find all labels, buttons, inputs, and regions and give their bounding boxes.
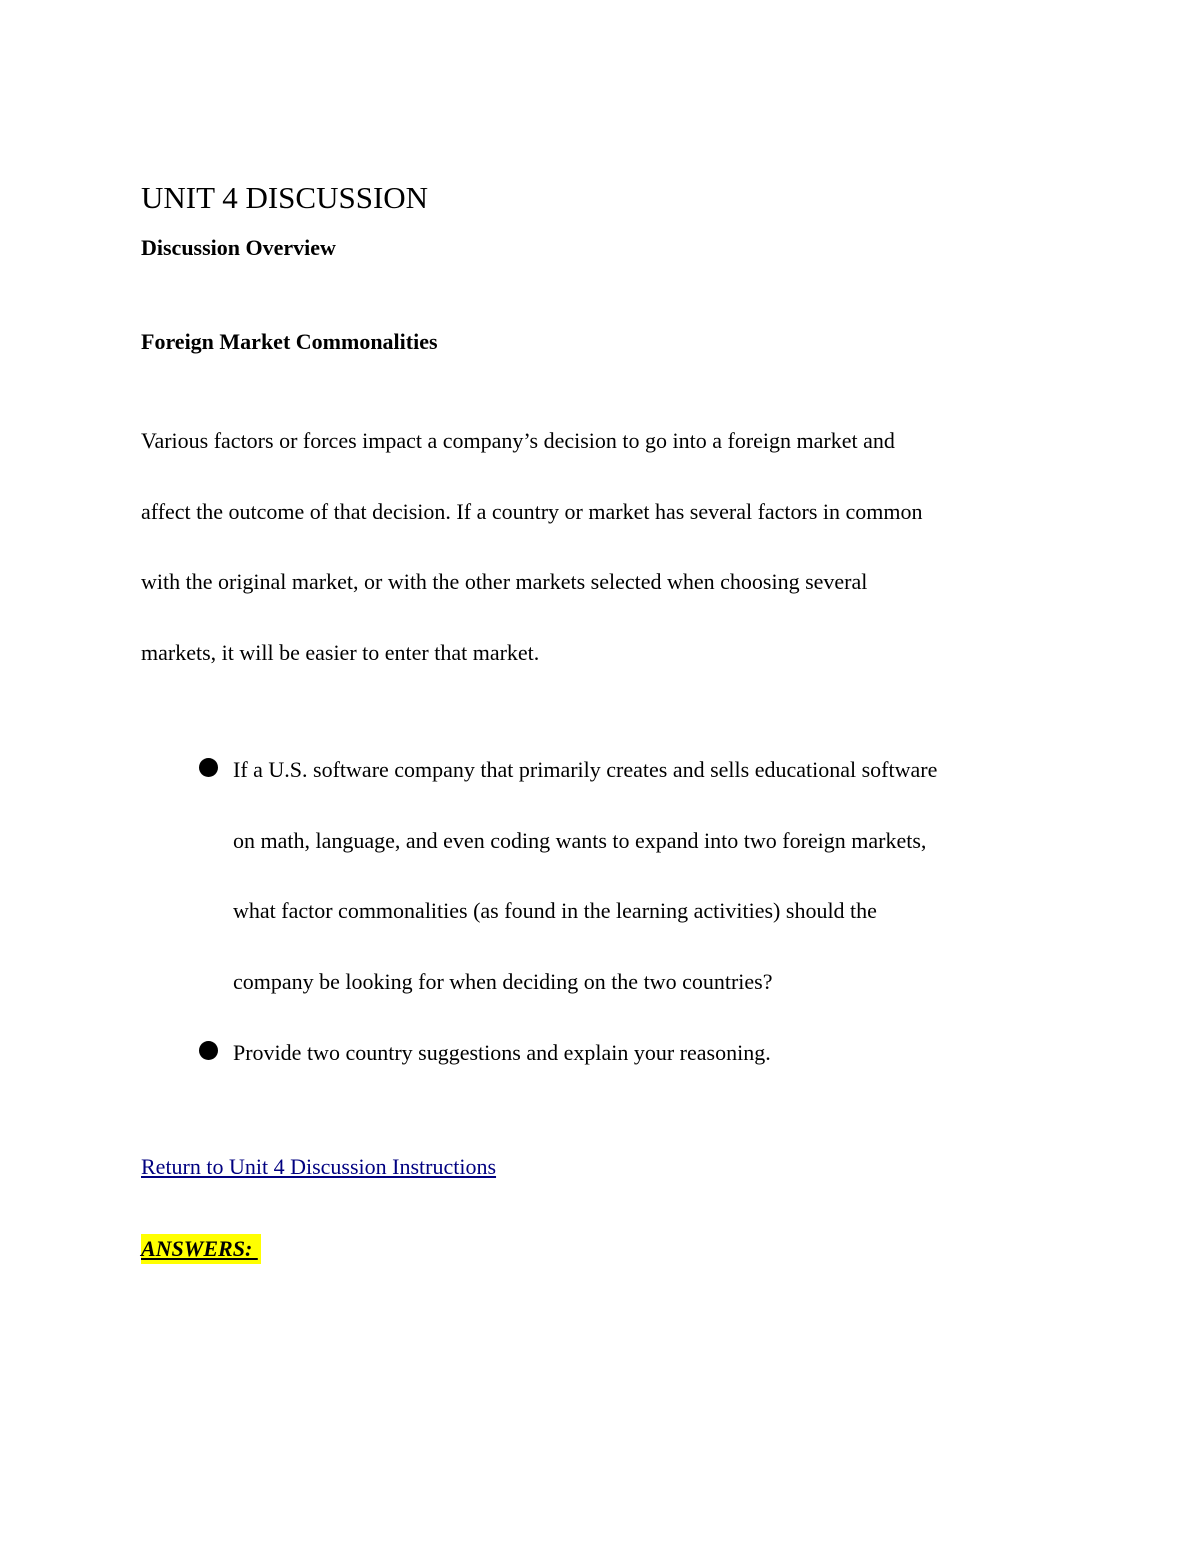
list-item-line: If a U.S. software company that primarily creates and sells educational software bbox=[233, 757, 938, 782]
list-item bbox=[233, 1018, 1093, 1089]
paragraph-line: affect the outcome of that decision. If a country or market has several factors in common bbox=[141, 498, 923, 524]
section-heading: Foreign Market Commonalities bbox=[141, 329, 438, 354]
list-item-line: Provide two country suggestions and explain your reasoning. bbox=[233, 1040, 771, 1065]
paragraph-line: Various factors or forces impact a company’s decision to go into a foreign market and bbox=[141, 428, 895, 453]
discussion-overview-heading: Discussion Overview bbox=[141, 235, 336, 260]
document-title: UNIT 4 DISCUSSION bbox=[141, 180, 429, 215]
answers-label: ANSWERS: bbox=[141, 1234, 261, 1264]
bullet-icon bbox=[199, 1041, 218, 1060]
list-item-line: what factor commonalities (as found in the learning activities) should the bbox=[233, 898, 877, 923]
list-item-line: company be looking for when deciding on the two countries? bbox=[233, 968, 773, 994]
overview-paragraph bbox=[141, 406, 1081, 688]
bullet-icon bbox=[199, 758, 218, 777]
list-item bbox=[233, 735, 1093, 1017]
paragraph-line: markets, it will be easier to enter that market. bbox=[141, 639, 540, 665]
list-item-line: on math, language, and even coding wants to expand into two foreign markets, bbox=[233, 827, 927, 853]
return-to-instructions-link[interactable]: Return to Unit 4 Discussion Instructions bbox=[141, 1154, 497, 1179]
paragraph-line: with the original market, or with the other markets selected when choosing several bbox=[141, 569, 868, 594]
